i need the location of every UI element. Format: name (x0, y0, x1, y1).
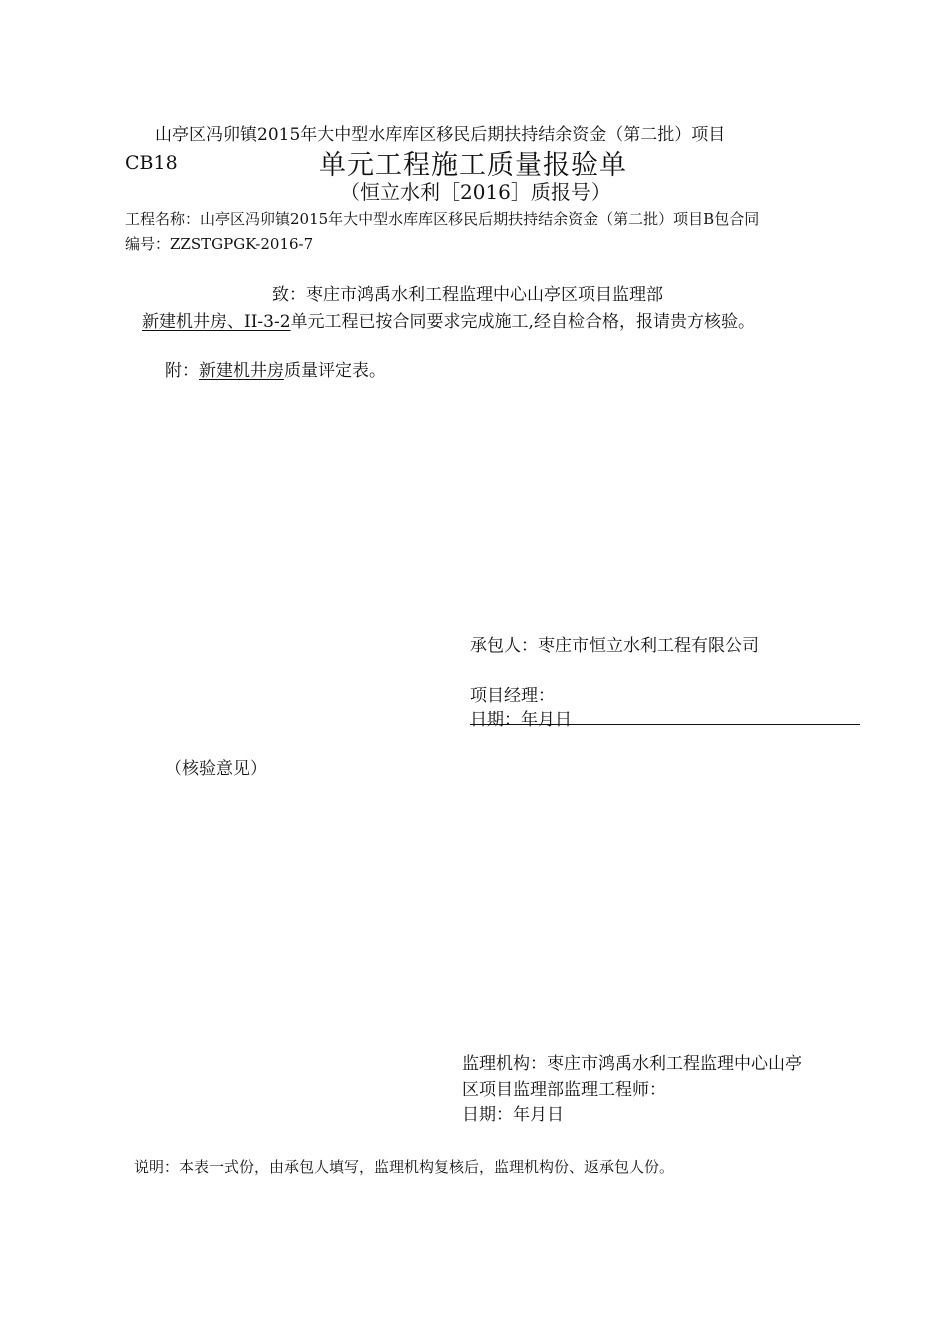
project-line: 山亭区冯卯镇2015年大中型水库库区移民后期扶持结余资金（第二批）项目 (155, 125, 726, 145)
signature-underline (470, 724, 860, 725)
statement-text: 单元工程已按合同要求完成施工,经自检合格，报请贵方核验。 (290, 312, 755, 332)
contractor-date: 日期：年月日 (470, 710, 572, 730)
contractor-name: 承包人：枣庄市恒立水利工程有限公司 (470, 636, 759, 656)
review-opinion-label: （核验意见） (165, 759, 267, 779)
statement-line (142, 307, 755, 332)
attachment-suffix: 质量评定表。 (284, 361, 386, 381)
project-manager-label: 项目经理： (470, 686, 555, 706)
supervisor-date: 日期：年月日 (462, 1105, 564, 1125)
attachment-line (165, 356, 386, 381)
contract-number: 编号：ZZSTGPGK-2016-7 (125, 235, 314, 253)
form-code: CB18 (125, 152, 178, 174)
attachment-prefix: 附： (165, 361, 199, 381)
form-title: 单元工程施工质量报验单 (319, 150, 627, 181)
footer-note: 说明：本表一式份，由承包人填写，监理机构复核后，监理机构份、返承包人份。 (134, 1158, 675, 1176)
addressee-line: 致：枣庄市鸿禹水利工程监理中心山亭区项目监理部 (272, 285, 663, 305)
unit-name: 新建机井房、II-3-2 (142, 312, 291, 332)
supervisor-org-line1: 监理机构：枣庄市鸿禹水利工程监理中心山亭 (462, 1054, 802, 1074)
supervisor-org-line2: 区项目监理部监理工程师： (462, 1080, 666, 1100)
project-name: 工程名称：山亭区冯卯镇2015年大中型水库库区移民后期扶持结余资金（第二批）项目B包合同 (125, 210, 760, 228)
report-number: （恒立水利［2016］质报号） (340, 180, 611, 204)
attachment-item: 新建机井房 (199, 361, 284, 381)
